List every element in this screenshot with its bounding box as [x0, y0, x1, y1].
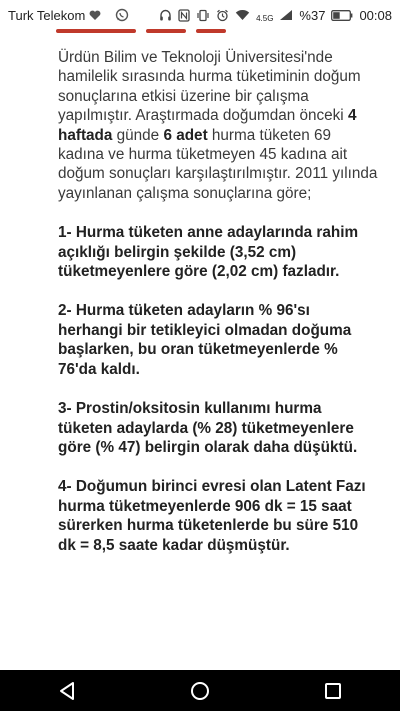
- clock: 00:08: [359, 7, 392, 23]
- home-icon[interactable]: [180, 671, 220, 711]
- intro-bold-count: 6 adet: [163, 126, 208, 144]
- carrier-name: Turk Telekom: [8, 7, 86, 23]
- finding-4: 4- Doğumun birinci evresi olan Latent Fazı hurma tüketmeyenlerde 906 dk = 15 saat sürerken hurma tüketenlerde bu süre 510 dk = 8,5 saate kadar düşmüştür.: [58, 478, 366, 554]
- battery-percent: %37: [299, 7, 326, 23]
- intro-text-2: günde: [112, 126, 164, 144]
- finding-3: 3- Prostin/oksitosin kullanımı hurma tüketen adaylarda (% 28) tüketmeyenlere göre (% 47) belirgin olarak daha düşüktü.: [58, 400, 358, 456]
- intro-text: Ürdün Bilim ve Teknoloji Üniversitesi'nde hamilelik sırasında hurma tüketiminin doğum sonuçlarına etkisi üzerine bir çalışma yapılmıştır. Araştırmada doğumdan önceki: [58, 49, 361, 125]
- back-icon[interactable]: [47, 671, 87, 711]
- recents-icon[interactable]: [313, 671, 353, 711]
- article-body: [58, 16, 378, 555]
- intro-bold-weeks: 4 haftada: [58, 107, 357, 144]
- finding-1: 1- Hurma tüketen anne adaylarında rahim açıklığı belirgin şekilde (3,52 cm) tüketmeyenlere göre (2,02 cm) fazladır.: [58, 224, 359, 281]
- article-intro: [58, 48, 378, 203]
- navigation-bar: [0, 670, 400, 711]
- network-type: 4.5G: [256, 14, 274, 23]
- intro-text-3: hurma tüketen 69 kadına ve hurma tüketmeyen 45 kadına ait doğum sonuçları karşılaştırılmıştır. 2011 yılında yayınlanan çalışma sonuçlarına göre;: [58, 126, 378, 202]
- finding-2: 2- Hurma tüketen adayların % 96'sı herhangi bir tetikleyici olmadan doğuma başlarken, bu oran tüketmeyenlerde % 76'da kaldı.: [58, 302, 352, 378]
